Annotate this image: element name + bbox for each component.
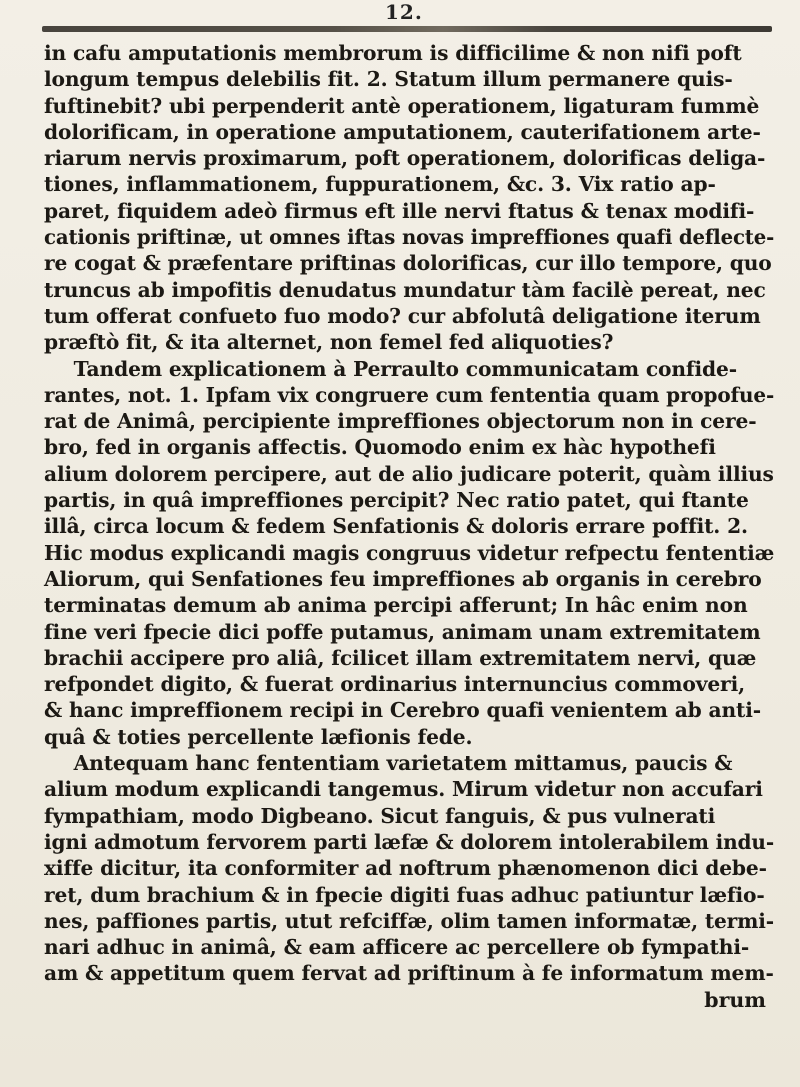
text-line: partis, in quâ impreffiones percipit? Nec ratio patet, qui ftante [44, 488, 749, 513]
text-line: fine veri fpecie dici poffe putamus, animam unam extremitatem [44, 619, 761, 644]
text-line: re cogat & præfentare priftinas dolorificas, cur illo tempore, quo [44, 251, 772, 276]
text-line: quâ & toties percellente læfionis fede. [44, 724, 473, 749]
text-line: xiffe dicitur, ita conformiter ad noftrum phænomenon dici debe- [44, 856, 767, 881]
text-line: Hic modus explicandi magis congruus videtur refpectu fententiæ [44, 540, 775, 565]
text-line: nari adhuc in animâ, & eam afficere ac percellere ob fympathi- [44, 935, 750, 960]
text-line: alium dolorem percipere, aut de alio judicare poterit, quàm illius [44, 461, 774, 486]
body-text [44, 40, 784, 1013]
text-line: & hanc impreffionem recipi in Cerebro quafi venientem ab anti- [44, 698, 762, 723]
text-line: tiones, inflammationem, fuppurationem, &c. 3. Vix ratio ap- [44, 172, 716, 197]
text-line: Antequam hanc fententiam varietatem mittamus, paucis & [73, 751, 733, 776]
page-number: 12. [385, 0, 423, 24]
text-line: brachii accipere pro aliâ, fcilicet illam extremitatem nervi, quæ [44, 645, 757, 670]
text-line: dolorificam, in operatione amputationem, cauterifationem arte- [44, 119, 761, 144]
text-line: igni admotum fervorem parti læfæ & dolorem intolerabilem indu- [44, 829, 775, 854]
header-rule [42, 26, 772, 32]
text-line: fuftinebit? ubi perpenderit antè operationem, ligaturam fummè [44, 93, 760, 118]
text-line: truncus ab impofitis denudatus mundatur tàm facilè pereat, nec [44, 277, 766, 302]
text-line: am & appetitum quem fervat ad priftinum à fe informatum mem- [44, 961, 774, 986]
text-line: ret, dum brachium & in fpecie digiti fuas adhuc patiuntur læfio- [44, 882, 765, 907]
text-line: longum tempus delebilis fit. 2. Statum illum permanere quis- [44, 67, 733, 92]
catchword: brum [704, 987, 766, 1012]
text-line: in cafu amputationis membrorum is difficilime & non nifi poft [44, 41, 742, 65]
text-line: cationis priftinæ, ut omnes iftas novas impreffiones quafi deflecte- [44, 225, 775, 250]
text-line: illâ, circa locum & fedem Senfationis & doloris errare poffit. 2. [44, 514, 748, 539]
text-line: paret, fiquidem adeò firmus eft ille nervi ftatus & tenax modifi- [44, 198, 755, 223]
text-line: tum offerat confueto fuo modo? cur abfolutâ deligatione iterum [44, 303, 761, 328]
text-line: Aliorum, qui Senfationes feu impreffiones ab organis in cerebro [44, 566, 762, 591]
text-line: terminatas demum ab anima percipi afferunt; In hâc enim non [44, 593, 748, 618]
text-line: rat de Animâ, percipiente impreffiones objectorum non in cere- [44, 409, 757, 434]
text-line: Tandem explicationem à Perraulto communicatam confide- [73, 356, 737, 381]
text-line: riarum nervis proximarum, poft operationem, dolorificas deliga- [44, 146, 766, 171]
text-line: refpondet digito, & fuerat ordinarius internuncius commoveri, [44, 672, 746, 697]
text-line: nes, paffiones partis, utut refciffæ, olim tamen informatæ, termi- [44, 908, 775, 933]
text-line: fympathiam, modo Digbeano. Sicut fanguis, & pus vulnerati [44, 803, 716, 828]
text-line: alium modum explicandi tangemus. Mirum videtur non accufari [44, 777, 763, 802]
text-line: bro, fed in organis affectis. Quomodo enim ex hàc hypothefi [44, 435, 716, 460]
text-line: rantes, not. 1. Ipfam vix congruere cum fententia quam propofue- [44, 382, 775, 407]
text-line: præftò fit, & ita alternet, non femel fed aliquoties? [44, 330, 614, 355]
